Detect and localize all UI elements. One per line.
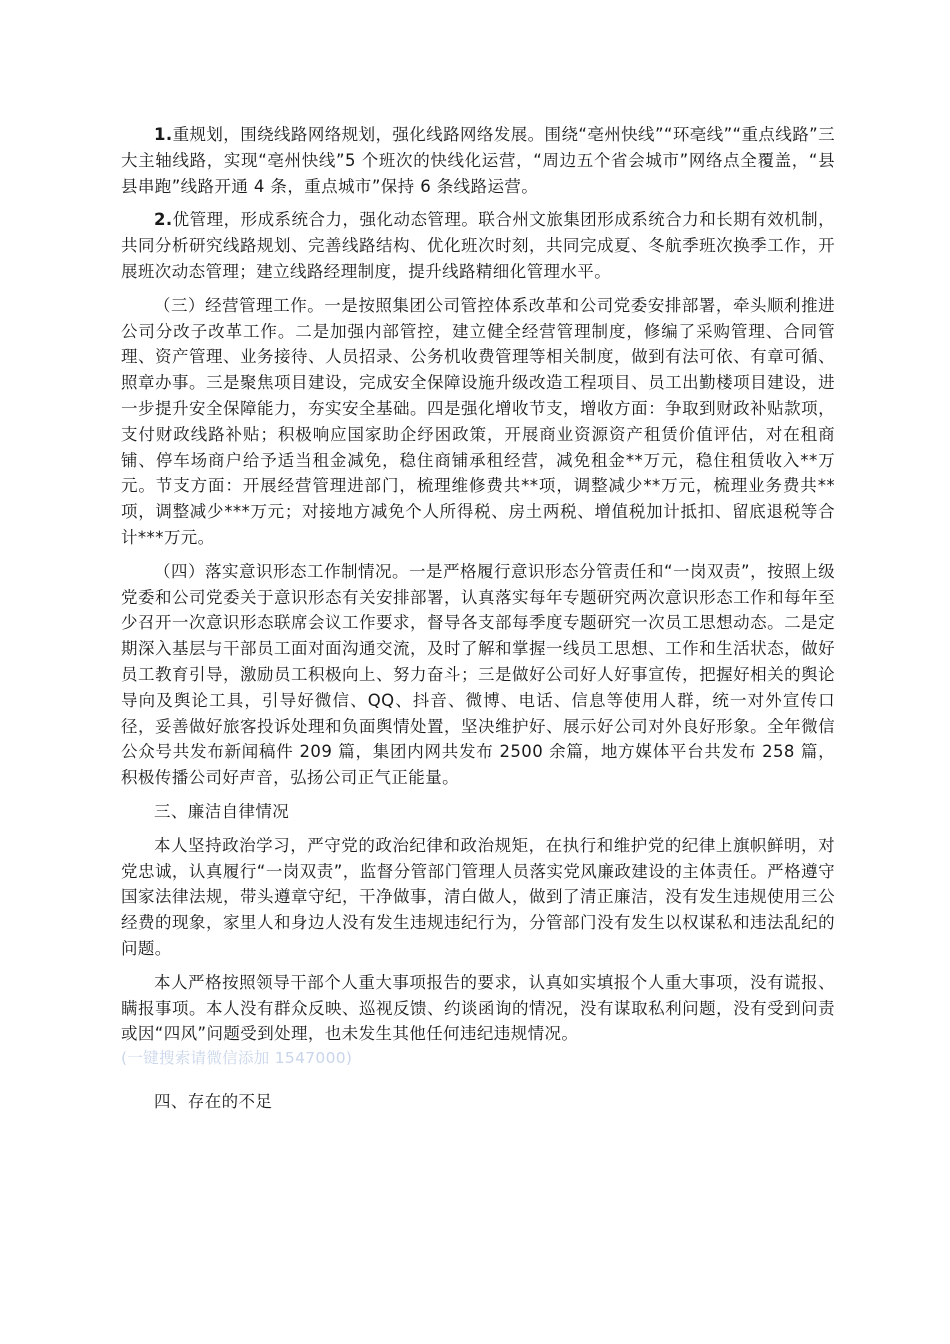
watermark-text: (一键搜索请微信添加 1547000) (121, 1049, 353, 1068)
paragraph-integrity-study: 本人坚持政治学习，严守党的政治纪律和政治规矩，在执行和维护党的纪律上旗帜鲜明，对党忠诚，认真履行“一岗双责”，监督分管部门管理人员落实党风廉政建设的主体责任。严格遵守国家法律法规，带头遵章守纪，干净做事，清白做人，做到了清正廉洁，没有发生违规使用三公经费的现象，家里人和身边人没有发生违规违纪行为，分管部门没有发生以权谋私和违法乱纪的问题。 (121, 835, 835, 958)
section-heading-integrity: 三、廉洁自律情况 (154, 801, 290, 821)
paragraph-route-planning (121, 122, 835, 199)
paragraph-ideology: （四）落实意识形态工作制情况。一是严格履行意识形态分管责任和“一岗双责”，按照上级党委和公司党委关于意识形态有关安排部署，认真落实每年专题研究两次意识形态工作和每年至少召开一次意识形态联席会议工作要求，督导各支部每季度专题研究一次员工思想动态。二是定期深入基层与干部员工面对面沟通交流，及时了解和掌握一线员工思想、工作和生活状态，做好员工教育引导，激励员工积极向上、努力奋斗；三是做好公司好人好事宣传，把握好相关的舆论导向及舆论工具，引导好微信、QQ、抖音、微博、电话、信息等使用人群，统一对外宣传口径，妥善做好旅客投诉处理和负面舆情处置，坚决维护好、展示好公司对外良好形象。全年微信公众号共发布新闻稿件 209 篇，集团内网共发布 2500 余篇，地方媒体平台共发布 258 篇，积极传播公司好声音，弘扬公司正气正能量。 (121, 561, 835, 788)
item-number: 2. (154, 210, 173, 230)
document-page (121, 122, 835, 1123)
section-heading-shortcomings: 四、存在的不足 (154, 1092, 273, 1112)
item-number: 1. (154, 125, 173, 144)
paragraph-integrity-report: 本人严格按照领导干部个人重大事项报告的要求，认真如实填报个人重大事项，没有谎报、瞒报事项。本人没有群众反映、巡视反馈、约谈函询的情况，没有谋取私利问题，没有受到问责或因“四风”问题受到处理，也未发生其他任何违纪违规情况。 (121, 972, 835, 1044)
paragraph-operations: （三）经营管理工作。一是按照集团公司管控体系改革和公司党委安排部署，牵头顺利推进公司分改子改革工作。二是加强内部管控，建立健全经营管理制度，修编了采购管理、合同管理、资产管理、业务接待、人员招录、公务机收费管理等相关制度，做到有法可依、有章可循、照章办事。三是聚焦项目建设，完成安全保障设施升级改造工程项目、员工出勤楼项目建设，进一步提升安全保障能力，夯实安全基础。四是强化增收节支，增收方面：争取到财政补贴款项，支付财政线路补贴；积极响应国家助企纾困政策，开展商业资源资产租赁价值评估，对在租商铺、停车场商户给予适当租金减免，稳住商铺承租经营，减免租金**万元，稳住租赁收入**万元。节支方面：开展经营管理进部门，梳理维修费共**项，调整减少**万元，梳理业务费共**项，调整减少***万元；对接地方减免个人所得税、房土两税、增值税加计抵扣、留底退税等合计***万元。 (121, 295, 835, 547)
paragraph-text: 优管理，形成系统合力，强化动态管理。联合州文旅集团形成系统合力和长期有效机制，共同分析研究线路规划、完善线路结构、优化班次时刻，共同完成夏、冬航季班次换季工作，开展班次动态管理；建立线路经理制度，提升线路精细化管理水平。 (121, 210, 835, 281)
paragraph-text: 重规划，围绕线路网络规划，强化线路网络发展。围绕“亳州快线”“环亳线”“重点线路”三大主轴线路，实现“亳州快线”5 个班次的快线化运营，“周边五个省会城市”网络点全覆盖，“县县串跑”线路开通 4 条，重点城市”保持 6 条线路运营。 (121, 125, 835, 196)
paragraph-management (121, 207, 835, 284)
